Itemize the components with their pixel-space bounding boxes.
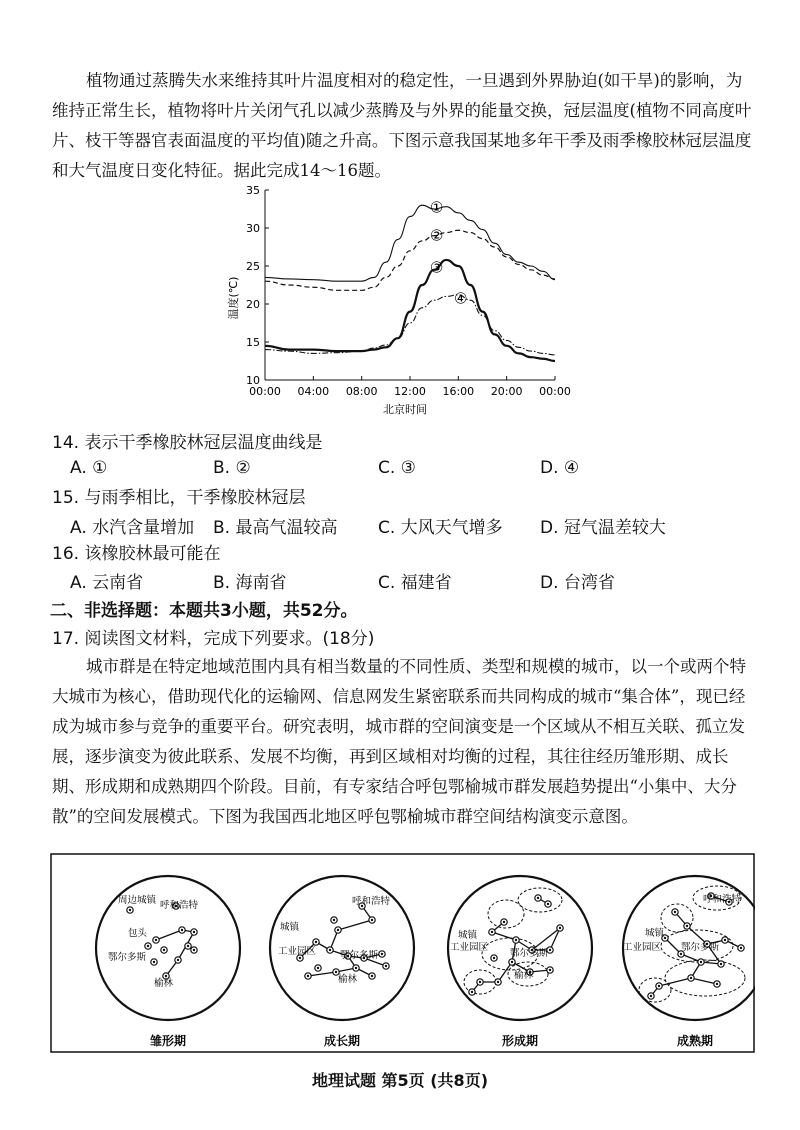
city-node-core (559, 927, 561, 929)
city-node-core (493, 957, 495, 959)
city-node-core (129, 909, 131, 911)
city-node-core (317, 967, 319, 969)
link-line (659, 978, 691, 986)
city-label: 工业园区 (623, 942, 662, 953)
link-line (338, 920, 372, 930)
x-tick-label: 04:00 (297, 385, 330, 398)
city-node-core (153, 961, 155, 963)
y-tick-label: 10 (246, 374, 260, 387)
city-label: 鄂尔多斯 (340, 950, 379, 961)
stage-label: 成长期 (323, 1034, 361, 1048)
chart-axes (246, 184, 571, 398)
stage-4 (623, 876, 755, 1048)
city-node-core (515, 939, 517, 941)
city-label: 呼和浩特 (703, 894, 742, 905)
curve-label-1: ① (429, 198, 444, 217)
page-footer: 地理试题 第5页 (共8页) (311, 1071, 489, 1090)
city-label: 工业园区 (450, 942, 489, 953)
city-label: 周边城镇 (118, 895, 157, 906)
city-node-core (181, 929, 183, 931)
city-node-core (371, 919, 373, 921)
city-node-core (674, 911, 676, 913)
q17-text: 城市群是在特定地域范围内具有相当数量的不同性质、类型和规模的城市，以一个或两个特大城市为核心，借助现代化的运输网、信息网发生紧密联系而共同构成的城市“集合体”，现已经成为城市参与竞争的重要平台。研究表明，城市群的空间演变是一个区域从不相互关联、孤立发展，逐步演变为彼此联系、发展不均衡，再到区域相对均衡的过程，其往往经历雏形期、成长期、形成期和成熟期四个阶段。目前，有专家结合呼包鄂榆城市群发展趋势提出“小集中、大分散”的空间发展模式。下图为我国西北地区呼包鄂榆城市群空间结构演变示意图。 (52, 657, 746, 826)
city-node-core (537, 897, 539, 899)
q14-option-c[interactable]: C. ③ (378, 458, 416, 478)
stage-label: 形成期 (501, 1034, 539, 1048)
city-label: 鄂尔多斯 (108, 952, 147, 963)
curve-label-2: ② (429, 226, 444, 245)
city-node-core (503, 921, 505, 923)
city-node-core (740, 947, 742, 949)
city-node-core (163, 949, 165, 951)
city-node-core (547, 903, 549, 905)
city-node-core (511, 961, 513, 963)
stage-label: 雏形期 (149, 1034, 187, 1048)
city-node-core (686, 925, 688, 927)
city-node-core (299, 957, 301, 959)
city-cluster-diagram (50, 853, 755, 1053)
x-tick-label: 12:00 (394, 385, 426, 398)
q16-option-c[interactable]: C. 福建省 (378, 573, 452, 593)
link-line (308, 972, 336, 976)
city-node-core (471, 991, 473, 993)
intro-paragraph (52, 66, 752, 186)
question-17-stem: 17. 阅读图文材料，完成下列要求。(18分) (52, 629, 375, 649)
city-node-core (479, 981, 481, 983)
city-label: 榆林 (338, 974, 358, 985)
q15-option-a[interactable]: A. 水汽含量增加 (70, 518, 195, 538)
city-node-core (165, 975, 167, 977)
city-label: 城镇 (458, 930, 478, 941)
city-node-core (329, 949, 331, 951)
y-tick-label: 35 (246, 184, 260, 197)
q16-option-d[interactable]: D. 台湾省 (540, 573, 615, 593)
y-axis-label: 温度(℃) (227, 276, 240, 320)
stage-3 (448, 876, 592, 1048)
city-node-core (716, 983, 718, 985)
city-label: 包头 (128, 928, 148, 939)
city-node-core (193, 949, 195, 951)
chart-curve-labels (430, 198, 468, 307)
curve-label-3: ③ (429, 258, 444, 277)
x-tick-label: 16:00 (442, 385, 475, 398)
q14-option-a[interactable]: A. ① (70, 458, 108, 478)
city-node-core (720, 963, 722, 965)
temperature-chart (215, 180, 575, 420)
question-14-stem: 14. 表示干季橡胶林冠层温度曲线是 (52, 433, 323, 453)
city-node-core (724, 939, 726, 941)
stage-1 (96, 876, 240, 1048)
city-node-core (700, 961, 702, 963)
curve-label-4: ④ (454, 289, 468, 308)
x-tick-label: 00:00 (539, 385, 571, 398)
chart-lines (265, 205, 555, 361)
x-tick-label: 08:00 (345, 385, 378, 398)
city-node-core (680, 953, 682, 955)
cluster-ellipse (665, 960, 745, 996)
city-label: 榆林 (154, 978, 174, 989)
y-tick-label: 30 (246, 222, 260, 235)
city-label: 工业园区 (278, 946, 317, 957)
x-axis-label: 北京时间 (383, 403, 427, 416)
q17-paragraph (52, 652, 752, 832)
city-node-core (549, 949, 551, 951)
city-node-core (307, 975, 309, 977)
city-node-core (381, 953, 383, 955)
q14-option-b[interactable]: B. ② (213, 458, 251, 478)
y-tick-label: 15 (246, 336, 260, 349)
question-15-stem: 15. 与雨季相比，干季橡胶林冠层 (52, 488, 306, 508)
question-16-stem: 16. 该橡胶林最可能在 (52, 544, 221, 564)
city-node-core (371, 975, 373, 977)
q15-option-b[interactable]: B. 最高气温较高 (213, 518, 338, 538)
city-node-core (155, 939, 157, 941)
city-label: 呼和浩特 (160, 900, 199, 911)
stage-2 (270, 876, 414, 1048)
city-node-core (497, 981, 499, 983)
city-node-core (335, 971, 337, 973)
city-node-core (315, 941, 317, 943)
intro-text: 植物通过蒸腾失水来维持其叶片温度相对的稳定性，一旦遇到外界胁迫(如干旱)的影响，为维持正常生长，植物将叶片关闭气孔以减少蒸腾及与外界的能量交换，冠层温度(植物不同高度叶片、枝干等器官表面温度的平均值)随之升高。下图示意我国某地多年干季及雨季橡胶林冠层温度和大气温度日变化特征。据此完成14～16题。 (52, 71, 752, 180)
series-line-2 (265, 230, 555, 290)
q16-option-b[interactable]: B. 海南省 (213, 573, 287, 593)
series-line-1 (265, 205, 555, 281)
city-label: 榆林 (514, 970, 534, 981)
q15-option-d[interactable]: D. 冠气温差较大 (540, 518, 666, 538)
city-node-core (385, 965, 387, 967)
diagram-frame (51, 854, 754, 1052)
q14-option-d[interactable]: D. ④ (540, 458, 580, 478)
city-node-core (147, 945, 149, 947)
link-line (691, 978, 717, 984)
city-node-core (193, 931, 195, 933)
city-node-core (187, 945, 189, 947)
city-label: 城镇 (280, 922, 300, 933)
city-node-core (664, 937, 666, 939)
city-label: 鄂尔多斯 (510, 948, 549, 959)
city-node-core (337, 929, 339, 931)
city-label: 鄂尔多斯 (681, 942, 720, 953)
city-node-core (658, 985, 660, 987)
y-tick-label: 25 (246, 260, 260, 273)
series-line-3 (265, 260, 555, 361)
x-tick-label: 20:00 (490, 385, 523, 398)
stage-label: 成熟期 (676, 1034, 714, 1048)
city-node-core (355, 967, 357, 969)
link-line (532, 928, 560, 950)
link-line (156, 930, 182, 940)
x-tick-label: 00:00 (249, 385, 281, 398)
q15-option-c[interactable]: C. 大风天气增多 (378, 518, 503, 538)
city-label: 城镇 (645, 928, 665, 939)
city-node-core (549, 969, 551, 971)
q16-option-a[interactable]: A. 云南省 (70, 573, 144, 593)
y-tick-label: 20 (246, 298, 260, 311)
city-node-core (177, 959, 179, 961)
city-node-core (333, 919, 335, 921)
city-node-core (650, 995, 652, 997)
section-2-heading: 二、非选择题：本题共3小题，共52分。 (50, 601, 358, 621)
city-label: 呼和浩特 (352, 896, 391, 907)
series-line-4 (265, 295, 555, 355)
city-node-core (491, 931, 493, 933)
city-node-core (690, 977, 692, 979)
